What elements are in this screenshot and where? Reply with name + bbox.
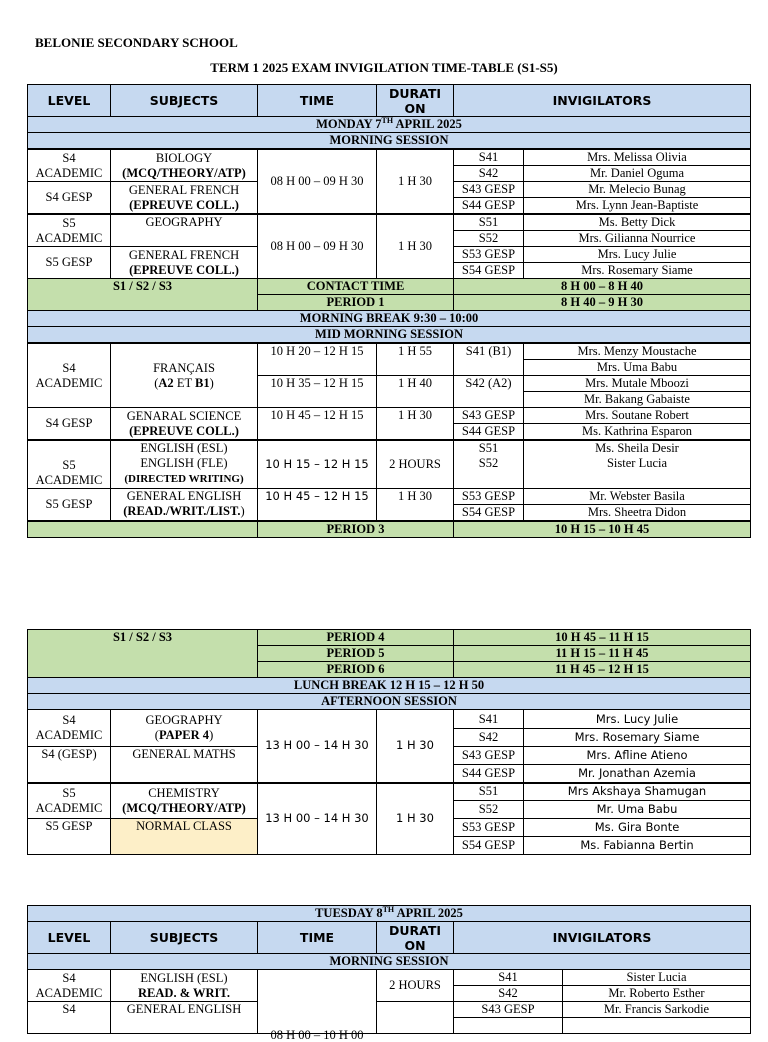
invigilator-cell: Mr. Daniel Oguma [524,166,751,182]
invigilator-cell: Mrs. Afline Atieno [524,747,751,765]
invigilator-cell: Mr. Bakang Gabaiste [524,392,751,408]
invigilator-cell: Mr. Uma Babu [524,801,751,819]
school-name: BELONIE SECONDARY SCHOOL [35,35,238,50]
period-time: 10 H 15 – 10 H 45 [454,521,751,538]
invigilator-cell: Mrs. Melissa Olivia [524,149,751,166]
invigilator-cell: Mrs. Lynn Jean-Baptiste [524,198,751,215]
invigilator-cell: Mr. Melecio Bunag [524,182,751,198]
subject-cell: BIOLOGY (MCQ/THEORY/ATP) [111,149,258,182]
invigilator-cell: Ms. Kathrina Esparon [524,424,751,441]
invigilator-cell: Sister Lucia [563,970,751,986]
level-cell: S4 ACADEMIC [28,970,111,1002]
header-subjects: SUBJECTS [111,922,258,954]
time-cell: 13 H 00 – 14 H 30 [258,783,377,855]
header-time: TIME [258,922,377,954]
header-level: LEVEL [28,922,111,954]
period-time: 11 H 15 – 11 H 45 [454,646,751,662]
period-label: PERIOD 5 [258,646,454,662]
class-cell [454,1018,563,1034]
invigilator-cell: Mr. Roberto Esther [563,986,751,1002]
invigilator-cell: Mr. Francis Sarkodie [563,1002,751,1018]
invigilator-cell: Mrs. Rosemary Siame [524,729,751,747]
class-cell: S41 [454,970,563,986]
duration-cell [377,1002,454,1034]
header-duration: DURATI ON [377,85,454,117]
time-cell: 10 H 20 – 12 H 15 [258,343,377,376]
class-cell: S41 [454,149,524,166]
class-cell: S41 (B1) [454,343,524,376]
class-cell: S41 [454,710,524,729]
period-time: 11 H 45 – 12 H 15 [454,662,751,678]
level-cell: S4 ACADEMIC [28,149,111,182]
subject-cell: ENGLISH (ESL) ENGLISH (FLE) (DIRECTED WRITING) [111,440,258,488]
duration-cell: 1 H 30 [377,214,454,279]
class-cell: S44 GESP [454,424,524,441]
period-label: PERIOD 6 [258,662,454,678]
class-cell: S53 GESP [454,819,524,837]
level-cell: S5 ACADEMIC [28,440,111,488]
class-cell: S44 GESP [454,765,524,783]
time-cell: 08 H 00 – 10 H 00 [258,970,377,1034]
time-cell: 13 H 00 – 14 H 30 [258,710,377,783]
header-level: LEVEL [28,85,111,117]
level-cell: S4 ACADEMIC [28,343,111,408]
class-cell: S51 [454,783,524,801]
class-cell: S42 [454,729,524,747]
duration-cell: 1 H 30 [377,783,454,855]
time-cell: 10 H 45 – 12 H 15 [258,488,377,521]
invigilator-cell: Ms. Gira Bonte [524,819,751,837]
time-cell: 10 H 15 – 12 H 15 [258,440,377,488]
level-cell: S4 (GESP) [28,747,111,783]
lower-forms-cell: S1 / S2 / S3 [28,630,258,678]
duration-cell: 1 H 40 [377,376,454,408]
tuesday-table [27,904,751,1042]
subject-cell: NORMAL CLASS [111,819,258,855]
duration-cell: 1 H 30 [377,408,454,441]
invigilator-cell: Mrs Akshaya Shamugan [524,783,751,801]
contact-time-range: 8 H 00 – 8 H 40 [454,279,751,295]
subject-cell: FRANÇAIS (A2 ET B1) [111,343,258,408]
duration-cell: 1 H 30 [377,488,454,521]
lower-forms-cell: S1 / S2 / S3 [28,279,258,311]
invigilator-cell: Mrs. Rosemary Siame [524,263,751,279]
invigilator-cell: Mrs. Soutane Robert [524,408,751,424]
class-cell: S43 GESP [454,1002,563,1018]
duration-cell: 1 H 30 [377,149,454,214]
subject-cell: ENGLISH (ESL) READ. & WRIT. [111,970,258,1002]
break-heading: MORNING BREAK 9:30 – 10:00 [28,311,751,327]
invigilator-cell: Mr. Jonathan Azemia [524,765,751,783]
time-cell: 08 H 00 – 09 H 30 [258,214,377,279]
level-cell: S4 ACADEMIC [28,710,111,747]
header-invigilators: INVIGILATORS [454,922,751,954]
level-cell: S5 GESP [28,247,111,279]
class-cell: S53 GESP [454,247,524,263]
invigilator-cell: Mrs. Menzy Moustache [524,343,751,360]
class-cell: S43 GESP [454,408,524,424]
subject-cell: GEOGRAPHY (PAPER 4) [111,710,258,747]
duration-cell: 1 H 55 [377,343,454,376]
invigilator-cell: Ms. Betty Dick [524,214,751,231]
invigilator-cell: Mrs. Mutale Mboozi [524,376,751,392]
monday-table [27,84,751,538]
subject-cell: GENARAL SCIENCE (EPREUVE COLL.) [111,408,258,441]
class-cell: S53 GESP [454,488,524,504]
level-cell: S4 [28,1002,111,1034]
page-title: TERM 1 2025 EXAM INVIGILATION TIME-TABLE (S1-S5) [210,60,558,75]
contact-time-label: CONTACT TIME [258,279,454,295]
time-cell: 10 H 45 – 12 H 15 [258,408,377,441]
duration-cell: 1 H 30 [377,710,454,783]
class-cell: S42 [454,986,563,1002]
class-cell: S51 S52 [454,440,524,488]
class-cell: S54 GESP [454,263,524,279]
period-label: PERIOD 4 [258,630,454,646]
invigilator-cell: Mrs. Lucy Julie [524,247,751,263]
lower-forms-cell [28,521,258,538]
level-cell: S5 ACADEMIC [28,783,111,819]
level-cell: S5 GESP [28,819,111,855]
period-time: 10 H 45 – 11 H 15 [454,630,751,646]
session-heading: MORNING SESSION [28,954,751,970]
duration-cell: 2 HOURS [377,970,454,1002]
day-heading: TUESDAY 8TH APRIL 2025 [28,906,751,922]
class-cell: S44 GESP [454,198,524,215]
subject-cell: GENERAL FRENCH (EPREUVE COLL.) [111,247,258,279]
monday-afternoon-table [27,629,751,855]
class-cell: S42 [454,166,524,182]
period-time: 8 H 40 – 9 H 30 [454,295,751,311]
invigilator-cell: Mrs. Lucy Julie [524,710,751,729]
subject-cell: CHEMISTRY (MCQ/THEORY/ATP) [111,783,258,819]
time-cell: 08 H 00 – 09 H 30 [258,149,377,214]
level-cell: S5 GESP [28,488,111,521]
invigilator-cell: Ms. Fabianna Bertin [524,837,751,855]
class-cell: S52 [454,801,524,819]
level-cell: S4 GESP [28,182,111,215]
invigilator-cell: Ms. Sheila Desir Sister Lucia [524,440,751,488]
header-invigilators: INVIGILATORS [454,85,751,117]
header-duration: DURATI ON [377,922,454,954]
session-heading: MORNING SESSION [28,133,751,150]
header-time: TIME [258,85,377,117]
duration-cell: 2 HOURS [377,440,454,488]
invigilator-cell: Mrs. Gilianna Nourrice [524,231,751,247]
invigilator-cell: Mrs. Sheetra Didon [524,504,751,521]
class-cell: S54 GESP [454,504,524,521]
period-label: PERIOD 1 [258,295,454,311]
invigilator-cell [563,1018,751,1034]
session-heading: MID MORNING SESSION [28,327,751,344]
subject-cell: GEOGRAPHY [111,214,258,247]
class-cell: S42 (A2) [454,376,524,408]
period-label: PERIOD 3 [258,521,454,538]
header-subjects: SUBJECTS [111,85,258,117]
level-cell: S4 GESP [28,408,111,441]
time-cell: 10 H 35 – 12 H 15 [258,376,377,408]
class-cell: S43 GESP [454,747,524,765]
day-heading: MONDAY 7TH APRIL 2025 [28,117,751,133]
invigilator-cell: Mrs. Uma Babu [524,360,751,376]
class-cell: S54 GESP [454,837,524,855]
subject-cell: GENERAL FRENCH (EPREUVE COLL.) [111,182,258,215]
subject-cell: GENERAL ENGLISH [111,1002,258,1034]
level-cell: S5 ACADEMIC [28,214,111,247]
break-heading: LUNCH BREAK 12 H 15 – 12 H 50 [28,678,751,694]
session-heading: AFTERNOON SESSION [28,694,751,710]
class-cell: S51 [454,214,524,231]
subject-cell: GENERAL MATHS [111,747,258,783]
subject-cell: GENERAL ENGLISH (READ./WRIT./LIST.) [111,488,258,521]
invigilator-cell: Mr. Webster Basila [524,488,751,504]
class-cell: S43 GESP [454,182,524,198]
class-cell: S52 [454,231,524,247]
